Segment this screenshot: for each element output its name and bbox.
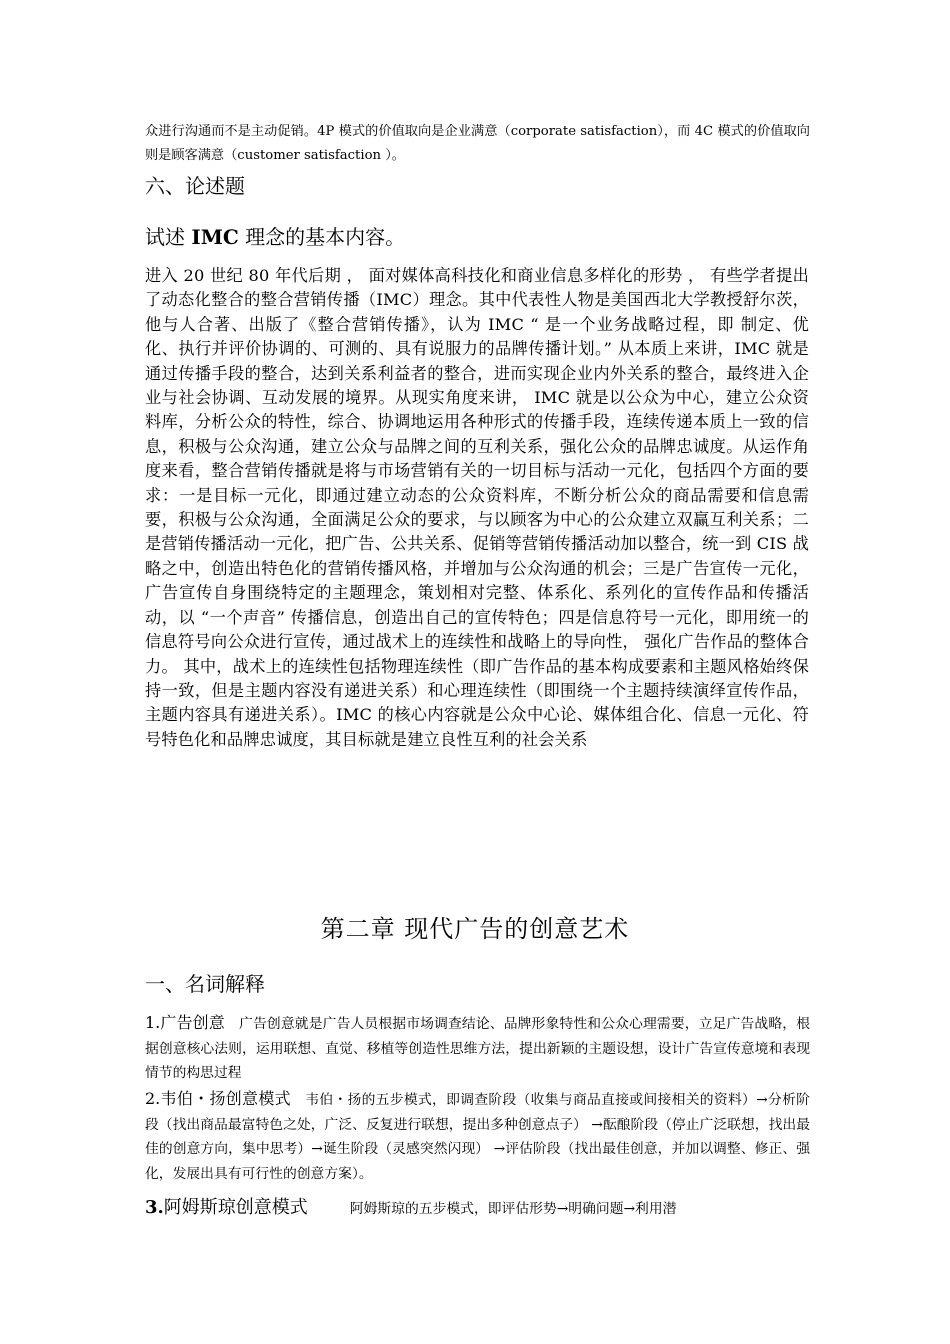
essay-answer: 进入 20 世纪 80 年代后期 ， 面对媒体高科技化和商业信息多样化的形势 ， 有些学者提出了动态化整合的整合营销传播（IMC）理念。其中代表性人物是美国西北大学教授舒尔茨，他与人合著、出版了《整合营销传播》，认为 IMC “ 是一个业务战略过程，即 制定、优化、执行并评价协调的、可测的、具有说服力的品牌传播计划。” 从本质上来讲，IMC 就是通过传播手段的整合，达到关系利益者的整合，进而实现企业内外关系的整合，最终进入企业与社会协调、互动发展的境界。从现实角度来讲， IMC 就是以公众为中心，建立公众资料库，分析公众的特性，综合、协调地运用各种形式的传播手段，连续传递本质上一致的信息，积极与公众沟通，建立公众与品牌之间的互利关系，强化公众的品牌忠诚度。从运作角度来看，整合营销传播就是将与市场营销有关的一切目标与活动一元化，包括四个方面的要求：一是目标一元化，即通过建立动态的公众资料库，不断分析公众的商品需要和信息需要，积极与公众沟通，全面满足公众的要求，与以顾客为中心的公众建立双赢互利关系；二是营销传播活动一元化，把广告、公共关系、促销等营销传播活动加以整合，统一到 CIS 战略之中，创造出特色化的营销传播风格，并增加与公众沟通的机会；三是广告宣传一元化，广告宣传自身围绕特定的主题理念，策划相对完整、体系化、系列化的宣传作品和传播活动，以 “一个声音” 传播信息，创造出自己的宣传特色；四是信息符号一元化，即用统一的信息符号向公众进行宣传，通过战术上的连续性和战略上的导向性， 强化广告作品的整体合力。 其中，战术上的连续性包括物理连续性（即广告作品的基本构成要素和主题风格始终保持一致，但是主题内容没有递进关系）和心理连续性（即围绕一个主题持续演绎宣传作品，主题内容具有递进关系）。IMC 的核心内容就是公众中心论、媒体组合化、信息一元化、符号特色化和品牌忠诚度，其目标就是建立良性互利的社会关系 [145,266,809,749]
question-prefix: 试述 [145,225,192,249]
question-suffix: 理念的基本内容。 [238,225,406,249]
question-bold-term: IMC [191,225,239,249]
term-definition: 广告创意就是广告人员根据市场调查结论、品牌形象特性和公众心理需要，立足广告战略，根据创意核心法则，运用联想、直觉、移植等创造性思维方法，提出新颖的主题设想，设计广告宣传意境和表现情节的构思过程 [145,1016,810,1081]
term-item-ad-creativity [145,1011,810,1086]
section-heading-terms: 一、名词解释 [145,972,265,996]
term-number: 3. [145,1197,164,1218]
term-title: 2.韦伯・扬创意模式 [145,1089,291,1108]
term-item-young-model [145,1087,810,1186]
term-item-armstrong-model [145,1196,810,1222]
intro-paragraph: 众进行沟通而不是主动促销。4P 模式的价值取向是企业满意（corporate satisfaction），而 4C 模式的价值取向则是顾客满意（customer satisfaction ）。 [145,124,810,163]
essay-question [145,223,405,251]
term-definition: 韦伯・扬的五步模式，即调查阶段（收集与商品直接或间接相关的资料）→分析阶段（找出商品最富特色之处，广泛、反复进行联想，提出多种创意点子） →酝酿阶段（停止广泛联想，找出最佳的创意方向，集中思考）→诞生阶段（灵感突然闪现） →评估阶段（找出最佳创意，并加以调整、修正、强化，发展出具有可行性的创意方案）。 [145,1092,810,1182]
section-heading-essay: 六、论述题 [145,174,245,198]
chapter-title: 第二章 现代广告的创意艺术 [320,915,630,943]
term-title: 1.广告创意 [145,1013,225,1032]
term-title-rest: 阿姆斯琼创意模式 [163,1197,308,1218]
term-title [145,1197,308,1218]
term-definition: 阿姆斯琼的五步模式，即评估形势→明确问题→利用潜 [349,1201,677,1217]
